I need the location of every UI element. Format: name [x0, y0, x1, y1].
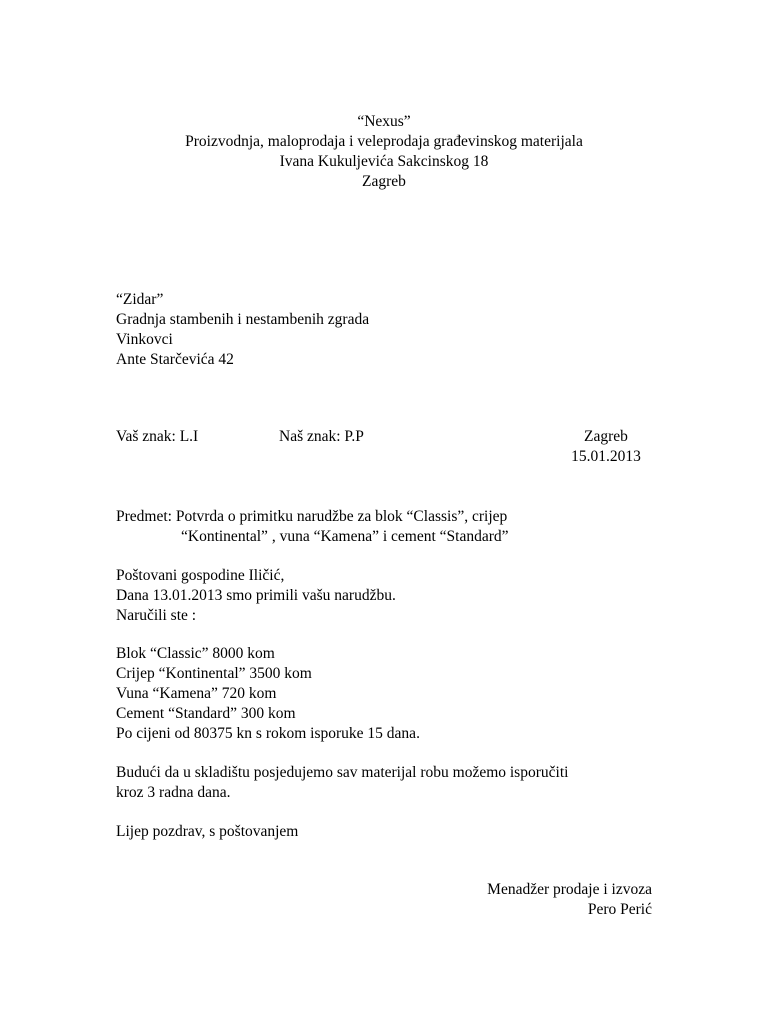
greeting-block	[116, 566, 396, 626]
letter-place: Zagreb	[584, 428, 628, 445]
sender-description: Proizvodnja, maloprodaja i veleprodaja građevinskog materijala	[185, 133, 583, 150]
sender-header	[0, 112, 768, 192]
sender-name: “Nexus”	[357, 113, 411, 130]
recipient-address: Ante Starčevića 42	[116, 351, 234, 368]
price-and-delivery: Po cijeni od 80375 kn s rokom isporuke 15 dana.	[116, 725, 420, 742]
our-reference: Naš znak: P.P	[279, 428, 364, 445]
subject-block	[116, 507, 676, 547]
recipient-description: Gradnja stambenih i nestambenih zgrada	[116, 311, 370, 328]
order-item: Crijep “Kontinental” 3500 kom	[116, 665, 312, 682]
order-received-text: Dana 13.01.2013 smo primili vašu narudžbu.	[116, 587, 396, 604]
sender-city: Zagreb	[362, 173, 406, 190]
stock-note-line-1: Budući da u skladištu posjedujemo sav materijal robu možemo isporučiti	[116, 764, 569, 781]
recipient-city: Vinkovci	[116, 331, 173, 348]
subject-line-2: “Kontinental” , vuna “Kamena” i cement “Standard”	[181, 528, 509, 545]
salutation: Poštovani gospodine Iličić,	[116, 567, 285, 584]
stock-note	[116, 763, 656, 803]
order-intro-text: Naručili ste :	[116, 607, 197, 624]
signature-title: Menadžer prodaje i izvoza	[487, 881, 652, 898]
letter-date: 15.01.2013	[571, 448, 641, 465]
signature-name: Pero Perić	[587, 901, 652, 918]
signature-block	[487, 880, 652, 920]
your-reference: Vaš znak: L.I	[116, 428, 199, 445]
order-item: Vuna “Kamena” 720 kom	[116, 685, 277, 702]
reference-line	[116, 427, 656, 471]
recipient-block	[116, 290, 369, 370]
closing-text: Lijep pozdrav, s poštovanjem	[116, 823, 299, 840]
order-item: Cement “Standard” 300 kom	[116, 705, 296, 722]
sender-address: Ivana Kukuljevića Sakcinskog 18	[279, 153, 489, 170]
order-items-list	[116, 644, 420, 744]
subject-line-1: Predmet: Potvrda o primitku narudžbe za blok “Classis”, crijep	[116, 508, 508, 525]
stock-note-line-2: kroz 3 radna dana.	[116, 784, 231, 801]
recipient-name: “Zidar”	[116, 291, 164, 308]
order-item: Blok “Classic” 8000 kom	[116, 645, 275, 662]
